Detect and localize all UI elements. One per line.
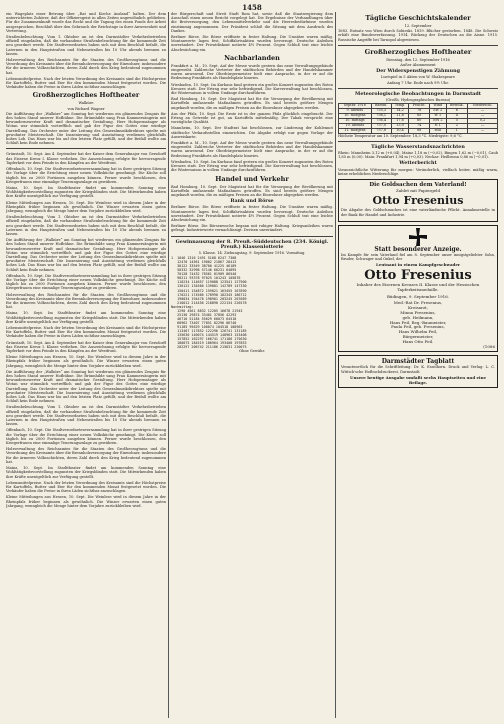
mourner-list bbox=[341, 301, 495, 344]
article-paragraph: Offenbach, 10. Sept. Die Stadtverordnetenversammlung hat in ihrer gestrigen Sitzung die Vorlage über die Errichtung einer neuen Volksküche genehmigt. Die Küche soll täglich bis zu 2000 Portionen ausgeben können. Ferner wurde beschlossen, den Kriegerfrauen eine einmalige Teuerungszulage zu gewähren. bbox=[6, 428, 166, 446]
weather-table bbox=[338, 103, 498, 133]
weather-cell: 85 bbox=[409, 114, 430, 119]
mourner-name: geb. Heilmann, bbox=[402, 314, 434, 320]
column-divider bbox=[168, 12, 169, 718]
lottery-row: 1290 4561 8832 12205 16678 21943 bbox=[171, 308, 243, 313]
lottery-row: 91185 95629 100074 104518 108963 bbox=[171, 324, 243, 329]
mourner-name: Bürgermeister, bbox=[402, 333, 434, 339]
lottery-row: 90211 93378 97025 101243 105876 bbox=[171, 276, 241, 281]
article-paragraph: Berliner Börse. Die Börse eröffnete in fester Haltung. Die Umsätze waren mäßig. Montanwerte lagen fest, Schiffahrtsaktien wurden bevorzugt. Deutsche Anleihen unverändert. Der Privatdiskont notierte 4½ Prozent. Gegen Schluß trat eine leichte Abschwächung ein. bbox=[171, 35, 333, 52]
article-paragraph: Grünstadt, 10. Sept. Am 4. September hat der Kaiser dem Generalmajor von Gersdorff das Eiserne Kreuz I. Klasse verliehen. Die Auszeichnung erfolgte für hervorragende Tapferkeit vor dem Feinde in den Kämpfen an der Westfront. bbox=[6, 152, 166, 165]
imprint-title: Darmstädter Tagblatt bbox=[381, 358, 455, 366]
weather-cell: 74 bbox=[409, 123, 430, 128]
article-paragraph: Aus der Pfalz, 10. Sept. Die Ernte ist in der ganzen Pfalz glücklich eingebracht. Der Ertrag an Getreide ist gut, an Kartoffeln mittelmäßig. Der Tabak verspricht eine vorzügliche Qualität. bbox=[171, 111, 333, 125]
water-level-text: Rhein: Mannheim 3,12 m (+0,04), Mainz 1,18 m (−0,02), Bingen 1,62 m (−0,01), Caub 1,85 m (0,00). Main: Frankfurt 1,94 m (+0,03). Neckar: Heilbronn 0,86 m (−0,01). bbox=[338, 151, 498, 160]
lottery-row: 190034 194478 198901 203245 207689 bbox=[171, 296, 247, 301]
weather-cell: 14,2 bbox=[391, 109, 409, 114]
page-number: 1458 bbox=[242, 3, 262, 12]
article-paragraph: Grünstadt, 10. Sept. Am 4. September hat der Kaiser dem Generalmajor von Gersdorff das Eiserne Kreuz I. Klasse verliehen. Die Auszeichnung erfolgte für hervorragende Tapferkeit vor dem Feinde in den Kämpfen an der Westfront. bbox=[6, 340, 166, 354]
weather-row bbox=[339, 128, 498, 133]
death-notice-title: Statt besonderer Anzeige. bbox=[374, 245, 462, 253]
article-paragraph: Kleine Mitteilungen aus Hessen, 10. Sept. Die Weinlese wird in diesem Jahre in der Rheinpfalz früher beginnen als gewöhnlich. Die Winzer erwarten einen guten Jahrgang, wenngleich die Menge hinter dem Vorjahre zurückbleiben wird. bbox=[6, 200, 166, 213]
section-heading: Nachbarlanden bbox=[224, 53, 280, 62]
death-notice-text: Im Kampfe für sein Vaterland fiel am 8. September unser innigstgeliebter Sohn, Bruder, Schwager und Onkel, der bbox=[341, 252, 495, 261]
forecast-text: Voraussichtliche Witterung für morgen: Veränderlich, vielfach heiter, mäßig warm, keine erheblichen Niederschläge. bbox=[338, 167, 498, 176]
weather-cell: 11,8 bbox=[391, 114, 409, 119]
lottery-row: 50332 52998 57146 60231 64895 bbox=[171, 268, 237, 273]
water-level-heading: Tägliche Wasserstandsnachrichten bbox=[371, 143, 465, 150]
notice-code: (1086 bbox=[483, 343, 495, 349]
lottery-row: 12470 14561 19002 21867 28413 bbox=[171, 260, 237, 265]
article-paragraph: Offenbach, 10. Sept. Die Stadtverordnetenversammlung hat in ihrer gestrigen Sitzung die Vorlage über die Errichtung einer neuen Volksküche genehmigt. Die Küche soll täglich bis zu 2000 Portionen ausgeben können. Ferner wurde beschlossen, den Kriegerfrauen eine einmalige Teuerungszulage zu gewähren. bbox=[6, 273, 166, 291]
weather-cell: — bbox=[468, 123, 498, 128]
lottery-row: 135630 140074 144519 148963 153408 bbox=[171, 333, 247, 338]
weather-column-header: Temp. bbox=[391, 104, 409, 109]
gold-appeal-name: Otto Fresenius bbox=[372, 194, 464, 208]
divider bbox=[171, 236, 333, 237]
theater-play: Der Widerspenstigen Zähmung bbox=[376, 68, 460, 75]
article-paragraph: der Bürgerschaft und Streit Stadt Rom hat, sowie daß die Staatsregierung dem Ausschuß einen neuen Bericht vorgelegt hat. Die Ergebnisse der Verhandlungen über die Brotversorgung, den Lebensmittelverkehr und die Heeresbedürfnisse wurden einstimmig angenommen. Der Präsident schloß die Sitzung mit dem Ausdruck des Dankes. bbox=[171, 12, 333, 33]
article-paragraph: Frankfurt a. M., 10. Sept. Auf der Messe wurde gestern das neue Verwaltungsgebäude eingeweiht. Zahlreiche Vertreter der städtischen Behörden und der Handelskammer waren anwesend. Der Oberbürgermeister hielt eine Ansprache, in der er auf die Bedeutung Frankfurts als Handelsplatz hinwies. bbox=[171, 63, 333, 81]
weather-cell: 755,3 bbox=[371, 109, 391, 114]
weather-cell: — bbox=[468, 128, 498, 133]
weather-cell: 1 bbox=[446, 128, 468, 133]
lottery-row: 113407 117852 122296 126741 131185 bbox=[171, 328, 247, 333]
lottery-row: 110234 114657 119088 123541 127900 bbox=[171, 280, 247, 285]
weather-cell: 11. morgens bbox=[339, 128, 372, 133]
article-paragraph: Bad Homburg, 10. Sept. Der Magistrat hat für die Versorgung der Bevölkerung mit Kartoffeln umfassende Maßnahmen getroffen. Es sind bereits größere Mengen angekauft worden, die zu mäßigen Preisen an die Einwohner abgegeben werden. bbox=[171, 184, 333, 197]
lottery-row: 180075 184519 188964 193408 197853 bbox=[171, 341, 247, 346]
article-paragraph: Frankfurt a. M., 10. Sept. Auf der Messe wurde gestern das neue Verwaltungsgebäude eingeweiht. Zahlreiche Vertreter der städtischen Behörden und der Handelskammer waren anwesend. Der Oberbürgermeister hielt eine Ansprache, in der er auf die Bedeutung Frankfurts als Handelsplatz hinwies. bbox=[171, 141, 333, 158]
weather-cell: 10. morgens bbox=[339, 114, 372, 119]
weather-cell: 78 bbox=[409, 109, 430, 114]
theater-date: Dienstag, den 12. September 1916 bbox=[386, 57, 450, 62]
lottery-row: 170221 174566 178990 182345 186712 bbox=[171, 292, 247, 297]
lottery-row: 1 1046 1316 2491 5168 6247 7308 bbox=[171, 256, 237, 261]
column-left bbox=[6, 12, 166, 718]
section-heading: Tägliche Geschichtskalender bbox=[365, 14, 471, 22]
article-paragraph: Bad Homburg, 10. Sept. Der Magistrat hat für die Versorgung der Bevölkerung mit Kartoffeln umfassende Maßnahmen getroffen. Es sind bereits größere Mengen angekauft worden, die zu mäßigen Preisen an die Einwohner abgegeben werden. bbox=[171, 97, 333, 110]
section-heading: Großherzogliches Hoftheater bbox=[32, 91, 140, 100]
divider bbox=[338, 45, 498, 46]
lottery-row: 30122 33549 38700 41225 46189 bbox=[171, 264, 237, 269]
weather-column-header: Niederschl. bbox=[468, 104, 498, 109]
divider bbox=[338, 88, 498, 89]
weather-cell: 13,9 bbox=[391, 123, 409, 128]
article-paragraph: Mannheim, 10. Sept. Der Stadtrat hat beschlossen, zur Linderung der Kohlennot städtische Verkaufsstellen einzurichten. Die Abgabe erfolgt nur gegen Vorlage der Ausweiskarte. bbox=[171, 126, 333, 139]
weather-cell: — bbox=[468, 114, 498, 119]
lottery-title: Gewinnauszug der 8. Preuß.-Süddeutschen (234. Königl. Preuß.) Klassenlotterie bbox=[175, 238, 329, 250]
article-paragraph: Wiesbaden, 10. Sept. Im Kurhaus fand gestern ein großes Konzert zugunsten des Roten Kreuzes statt. Der Ertrag war sehr befriedigend. Die Kurverwaltung hat beschlossen, die Wintersaison in vollem Umfange durchzuführen. bbox=[171, 82, 333, 96]
article-paragraph: Straßenbeleuchtung. Vom 1. Oktober an ist den Darmstädter Verkehrsbetrieben offiziell eingeladen, daß die vorhandene Straßenbeleuchtung für die kommende Zeit neu geordnet werde. Die Stadtverordneten haben sich mit dem Beschluß befaßt, die Laternen in den Hauptstraßen und Nebenstraßen bis 10 Uhr abends brennen zu lassen. bbox=[6, 215, 166, 236]
article-paragraph: Offenbach, 10. Sept. Die Stadtverordnetenversammlung hat in ihrer gestrigen Sitzung die Vorlage über die Errichtung einer neuen Volksküche genehmigt. Die Küche soll täglich bis zu 2000 Portionen ausgeben können. Ferner wurde beschlossen, den Kriegerfrauen eine einmalige Teuerungszulage zu gewähren. bbox=[6, 167, 166, 184]
article-paragraph: Mainz, 10. Sept. Im Stadttheater findet am kommenden Sonntag eine Wohltätigkeitsvorstellung zugunsten der Kriegsblinden statt. Die Mitwirkenden haben ihre Kräfte unentgeltlich zur Verfügung gestellt. bbox=[6, 185, 166, 199]
article-paragraph: Holzverwaltung des Reichsamtes für die Staaten des Großherzogtums und die Verordnung des Kreisamts über die Brennholzversorgung der Einwohner, insbesondere für die ärmeren Volksschichten, deren Zahl durch den Krieg bedeutend zugenommen hat. bbox=[6, 58, 166, 75]
weather-cell: 60 bbox=[409, 118, 430, 123]
article-paragraph: Die Aufführung der „Walküre“ am Sonntag bot wiederum ein glänzendes Zeugnis für den hohen Stand unserer Hofbühne. Die Brünnhilde sang Frau Kammersängerin mit bewundernswerter Kraft und dramatischer Gestaltung. Herr Hofopernsänger als Wotan war stimmlich vortrefflich und gab der Figur des Gottes eine würdige Darstellung. Das Orchester unter der Leitung des Generalmusikdirektors spielte mit gewohnter Meisterschaft. Die Inszenierung und Ausstattung verdienen gleichfalls hohes Lob. Das Haus war bis auf den letzten Platz gefüllt, und der Beifall wollte am Schluß kein Ende nehmen. bbox=[6, 238, 166, 272]
article-paragraph: Lebensmittelpreise. Nach der letzten Verordnung des Kreisamts sind die Höchstpreise für Kartoffeln, Butter und Eier für den kommenden Monat festgesetzt worden. Die Verkäufer haben die Preise in ihren Läden sichtbar anzuschlagen. bbox=[6, 480, 166, 494]
article-paragraph: Lebensmittelpreise. Nach der letzten Verordnung des Kreisamts sind die Höchstpreise für Kartoffeln, Butter und Eier für den kommenden Monat festgesetzt worden. Die Verkäufer haben die Preise in ihren Läden sichtbar anzuschlagen. bbox=[6, 76, 166, 90]
calendar-date: 12. September bbox=[404, 24, 432, 28]
mourner-name: Hans Otto Feil. bbox=[402, 338, 434, 344]
article-paragraph: Kleine Mitteilungen aus Hessen, 10. Sept. Die Weinlese wird in diesem Jahre in der Rheinpfalz früher beginnen als gewöhnlich. Die Winzer erwarten einen guten Jahrgang, wenngleich die Menge hinter dem Vorjahre zurückbleiben wird. bbox=[6, 355, 166, 368]
article-paragraph: Mainz, 10. Sept. Im Stadttheater findet am kommenden Sonntag eine Wohltätigkeitsvorstellung zugunsten der Kriegsblinden statt. Die Mitwirkenden haben ihre Kräfte unentgeltlich zur Verfügung gestellt. bbox=[6, 311, 166, 324]
weather-subheading: (Großh. Hydrographisches Bureau) bbox=[385, 98, 451, 103]
weather-cell: 5 bbox=[446, 118, 468, 123]
lottery-row: 130122 134566 139001 142789 147330 bbox=[171, 284, 247, 289]
weather-column-header: Bewölk. bbox=[446, 104, 468, 109]
lottery-row: 150411 154872 159021 163455 167890 bbox=[171, 288, 247, 293]
weather-note: Höchste Temperatur am 10. September: 18,3 °C. Niedrigste: 9,6 °C. bbox=[338, 133, 463, 138]
article-paragraph: Mainz, 10. Sept. Im Stadttheater findet am kommenden Sonntag eine Wohltätigkeitsvorstellung zugunsten der Kriegsblinden statt. Die Mitwirkenden haben ihre Kräfte unentgeltlich zur Verfügung gestellt. bbox=[6, 466, 166, 479]
section-heading: Handel und Verkehr bbox=[215, 174, 289, 183]
weather-column-header: Barom. bbox=[371, 104, 391, 109]
theater-times: Anfang 7 Uhr. Ende nach 9½ Uhr. bbox=[387, 80, 449, 85]
weather-cell: 9. abends bbox=[339, 109, 372, 114]
lottery-row: Nachmittag: bbox=[171, 304, 194, 309]
weather-cell: 17,6 bbox=[391, 118, 409, 123]
lottery-list bbox=[171, 256, 333, 349]
iron-cross-icon bbox=[409, 228, 427, 246]
theater-heading: Großherzogliches Hoftheater bbox=[364, 47, 472, 56]
imprint-text: Verantwortlich für die Schriftleitung: Dr. K. Esselborn. Druck und Verlag: L. C. Wittich'sche Hofbuchdruckerei, Darmstadt. bbox=[341, 365, 495, 374]
weather-cell: 6 bbox=[446, 109, 468, 114]
weather-heading: Meteorologische Beobachtungen in Darmstadt bbox=[355, 90, 481, 97]
mourner-name: Paula Feil, geb. Fresenius, bbox=[391, 324, 445, 330]
weather-cell: 4 bbox=[446, 114, 468, 119]
death-notice-place: Büdingen, 9. September 1916. bbox=[386, 293, 450, 299]
weather-cell: 757,0 bbox=[371, 123, 391, 128]
lottery-subtitle: 5. Klasse. 14. Ziehungstag. 9. September 1916. Vormittag. bbox=[198, 250, 306, 255]
weather-cell: 10. mittags bbox=[339, 118, 372, 123]
weather-cell: still bbox=[430, 128, 447, 133]
death-notice-honors: Inhaber des Eisernen Kreuzes II. Klasse und der Hessischen Tapferkeitsmedaille. bbox=[356, 282, 480, 292]
divider bbox=[338, 141, 498, 142]
section-subheading: Bank und Börse bbox=[230, 198, 274, 205]
mourner-name: Hans Wilhelm Feil, bbox=[398, 329, 438, 335]
divider bbox=[6, 148, 166, 149]
edition-notice: Unsere heutige Ausgabe umfaßt sechs Hauptseiten und eine Beilage. bbox=[349, 374, 487, 385]
article-paragraph: Kleine Mitteilungen aus Hessen, 10. Sept. Die Weinlese wird in diesem Jahre in der Rheinpfalz früher beginnen als gewöhnlich. Die Winzer erwarten einen guten Jahrgang, wenngleich die Menge hinter dem Vorjahre zurückbleiben wird. bbox=[6, 495, 166, 508]
gold-appeal-box bbox=[338, 179, 498, 222]
article-paragraph: Berliner Börse. Die Börsenwoche begann mit ruhiger Haltung. Kriegsanleihen waren gefragt. Industriewerte vernachlässigt. Devisen unverändert. bbox=[171, 224, 333, 233]
lottery-row: 202297 206742 211186 215631 220075 bbox=[171, 345, 247, 350]
weather-cell: 756,1 bbox=[371, 114, 391, 119]
weather-cell: NW 2 bbox=[430, 118, 447, 123]
theater-play-info: Lustspiel in 5 Akten von W. Shakespeare bbox=[380, 75, 456, 80]
weather-column-header: Feucht. bbox=[409, 104, 430, 109]
death-notice-box bbox=[338, 225, 498, 353]
article-review: Die Aufführung der „Walküre“ am Sonntag bot wiederum ein glänzendes Zeugnis für den hohen Stand unserer Hofbühne. Die Brünnhilde sang Frau Kammersängerin mit bewundernswerter Kraft und dramatischer Gestaltung. Herr Hofopernsänger als Wotan war stimmlich vortrefflich und gab der Figur des Gottes eine würdige Darstellung. Das Orchester unter der Leitung des Generalmusikdirektors spielte mit gewohnter Meisterschaft. Die Inszenierung und Ausstattung verdienen gleichfalls hohes Lob. Das Haus war bis auf den letzten Platz gefüllt, und der Beifall wollte am Schluß kein Ende nehmen. bbox=[6, 111, 166, 146]
column-right bbox=[338, 12, 498, 718]
weather-cell: 757,8 bbox=[371, 128, 391, 133]
gold-appeal-headline: Die Goldsachen dem Vaterland! bbox=[369, 182, 467, 189]
article-paragraph: Wiesbaden, 10. Sept. Im Kurhaus fand gestern ein großes Konzert zugunsten des Roten Kreuzes statt. Der Ertrag war sehr befriedigend. Die Kurverwaltung hat beschlossen, die Wintersaison in vollem Umfange durchzuführen. bbox=[171, 159, 333, 173]
weather-cell: 0,2 bbox=[468, 118, 498, 123]
mourner-name: Kreisarzt, bbox=[408, 305, 428, 311]
weather-cell: N 1 bbox=[430, 123, 447, 128]
article-intro: ein Wageplatz einer Betrung über „Rat und Kirche Ausland“ halten. Der dem unterrichteten Zuhörer, daß der Offiziersgeist in allen Zeiten ungewöhnlich geblieben. Für die Zusammenkunft wurde das Recht und die Tagung des einen Fonds der Arbeit ausgesprochen. Beschluß über den Gebrauch der Reichstage in ihrer Anwesenheit und Vertretung. bbox=[6, 12, 166, 33]
weather-cell: 10. abends bbox=[339, 123, 372, 128]
weather-cell: — bbox=[468, 109, 498, 114]
lottery-row: 68962 73407 77851 82296 86740 bbox=[171, 320, 237, 325]
weather-column-header: Wind bbox=[430, 104, 447, 109]
article-paragraph: Straßenbeleuchtung. Vom 1. Oktober an ist den Darmstädter Verkehrsbetrieben offiziell eingeladen, daß die vorhandene Straßenbeleuchtung für die kommende Zeit neu geordnet werde. Die Stadtverordneten haben sich mit dem Beschluß befaßt, die Laternen in den Hauptstraßen und Nebenstraßen bis 10 Uhr abends brennen zu lassen. bbox=[6, 35, 166, 56]
weather-cell: 88 bbox=[409, 128, 430, 133]
weather-cell: 2 bbox=[446, 123, 468, 128]
article-paragraph: Holzverwaltung des Reichsamtes für die Staaten des Großherzogtums und die Verordnung des Kreisamts über die Brennholzversorgung der Einwohner, insbesondere für die ärmeren Volksschichten, deren Zahl durch den Krieg bedeutend zugenommen hat. bbox=[6, 292, 166, 310]
mourner-name: Med.-Rat Dr. Fresenius, bbox=[393, 300, 443, 306]
lottery-row: 70128 74432 78561 81909 86540 bbox=[171, 272, 237, 277]
lottery-footer: Ohne Gewähr. bbox=[239, 349, 265, 354]
theater-note: Außer Abonnement bbox=[400, 63, 436, 68]
lottery-row: 157852 162297 166741 171186 175630 bbox=[171, 337, 247, 342]
weather-cell: W 1 bbox=[430, 114, 447, 119]
weather-cell: 756,4 bbox=[371, 118, 391, 123]
death-notice-name: Otto Fresenius bbox=[364, 268, 472, 283]
gold-appeal-text: Die Abgabe des Goldschmuckes ist eine vaterländische Pflicht. Annahmestelle in der Bank für Handel und Industrie. bbox=[341, 208, 495, 217]
imprint-box bbox=[338, 355, 498, 388]
weather-column-header: Septbr. 1916 bbox=[339, 104, 372, 109]
calendar-text: 1683. Entsatz von Wien durch Sobieski. 1819. Blücher gestorben. 1848. Die Schweiz erhält eine Bundesverfassung. 1914. Rückzug der Deutschen an die Aisne. 1915. Russische Angriffe bei Tarnopol abgewiesen. bbox=[338, 29, 498, 42]
lottery-row: 25130 29874 33401 37856 42293 bbox=[171, 312, 237, 317]
article-paragraph: Lebensmittelpreise. Nach der letzten Verordnung des Kreisamts sind die Höchstpreise für Kartoffeln, Butter und Eier für den kommenden Monat festgesetzt worden. Die Verkäufer haben die Preise in ihren Läden sichtbar anzuschlagen. bbox=[6, 326, 166, 339]
column-middle bbox=[171, 12, 333, 718]
death-notice-rank: Leutnant in einem Kampfgeschwader bbox=[376, 262, 460, 268]
lottery-row: 46710 51184 55629 60073 64518 bbox=[171, 316, 237, 321]
forecast-heading: Wetterbericht bbox=[399, 160, 437, 167]
lottery-row: 210012 214456 218890 222134 226578 bbox=[171, 300, 247, 305]
weather-cell: SW 2 bbox=[430, 109, 447, 114]
article-paragraph: Die Aufführung der „Walküre“ am Sonntag bot wiederum ein glänzendes Zeugnis für den hohen Stand unserer Hofbühne. Die Brünnhilde sang Frau Kammersängerin mit bewundernswerter Kraft und dramatischer Gestaltung. Herr Hofopernsänger als Wotan war stimmlich vortrefflich und gab der Figur des Gottes eine würdige Darstellung. Das Orchester unter der Leitung des Generalmusikdirektors spielte mit gewohnter Meisterschaft. Die Inszenierung und Ausstattung verdienen gleichfalls hohes Lob. Das Haus war bis auf den letzten Platz gefüllt, und der Beifall wollte am Schluß kein Ende nehmen. bbox=[6, 369, 166, 404]
gold-appeal-line: Zahlet mit Papiergeld bbox=[396, 187, 440, 193]
mourner-name: Hans Feil, Reg.-Baumeister, bbox=[389, 319, 447, 325]
weather-cell: 10,4 bbox=[391, 128, 409, 133]
article-paragraph: Berliner Börse. Die Börse eröffnete in fester Haltung. Die Umsätze waren mäßig. Montanwerte lagen fest, Schiffahrtsaktien wurden bevorzugt. Deutsche Anleihen unverändert. Der Privatdiskont notierte 4½ Prozent. Gegen Schluß trat eine leichte Abschwächung ein. bbox=[171, 205, 333, 222]
mourner-name: Minna Fresenius, bbox=[400, 309, 436, 315]
article-paragraph: Holzverwaltung des Reichsamtes für die Staaten des Großherzogtums und die Verordnung des Kreisamts über die Brennholzversorgung der Einwohner, insbesondere für die ärmeren Volksschichten, deren Zahl durch den Krieg bedeutend zugenommen hat. bbox=[6, 447, 166, 464]
section-author: von Richard Wagner bbox=[67, 106, 105, 111]
section-subheading: Walküre bbox=[78, 101, 94, 106]
column-divider bbox=[335, 12, 336, 718]
article-paragraph: Straßenbeleuchtung. Vom 1. Oktober an ist den Darmstädter Verkehrsbetrieben offiziell eingeladen, daß die vorhandene Straßenbeleuchtung für die kommende Zeit neu geordnet werde. Die Stadtverordneten haben sich mit dem Beschluß befaßt, die Laternen in den Hauptstraßen und Nebenstraßen bis 10 Uhr abends brennen zu lassen. bbox=[6, 405, 166, 427]
